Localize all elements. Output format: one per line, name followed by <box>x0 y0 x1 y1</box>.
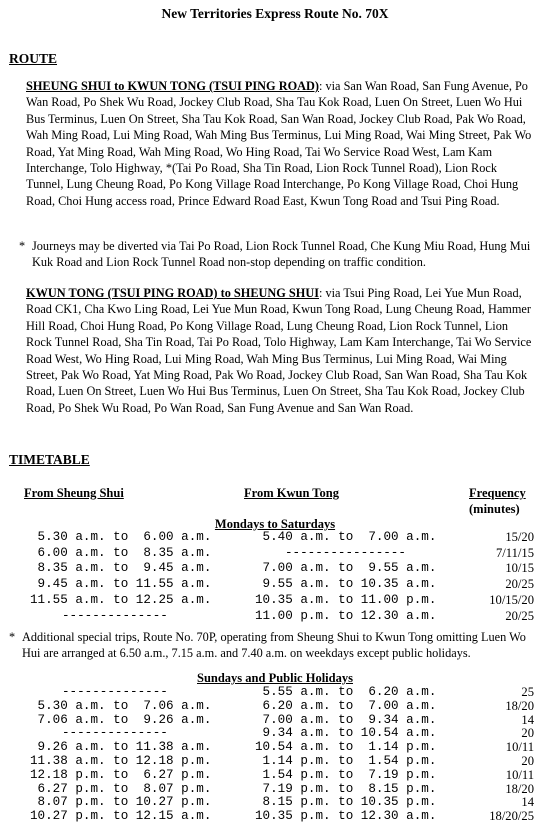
sheung-shui-time-range: 12.18 p.m. to 6.27 p.m. <box>30 767 212 782</box>
frequency-value: 10/11 <box>505 740 534 755</box>
column-header-frequency: Frequency <box>469 486 526 500</box>
frequency-value: 18/20/25 <box>489 809 534 824</box>
timetable-row <box>0 782 550 797</box>
timetable-row <box>0 699 550 714</box>
timetable-row <box>0 726 550 741</box>
timetable-row <box>0 809 550 824</box>
kwun-tong-time-range: 8.15 p.m. to 10.35 p.m. <box>255 795 437 810</box>
timetable-row <box>0 577 550 592</box>
sheung-shui-time-range: 8.35 a.m. to 9.45 a.m. <box>30 561 212 576</box>
column-header-from-sheung-shui: From Sheung Shui <box>24 486 124 500</box>
kwun-tong-time-range: 10.54 a.m. to 1.14 p.m. <box>255 740 437 755</box>
timetable-row <box>0 609 550 624</box>
route-heading: ROUTE <box>9 51 58 66</box>
timetable-row <box>0 740 550 755</box>
sheung-shui-time-range: -------------- <box>62 685 168 699</box>
diversion-note-text: Journeys may be diverted via Tai Po Road, Lion Rock Tunnel Road, Che Kung Miu Road, Hung Mui Kuk Road and Lion Rock Tunnel Road non-stop depending on traffic condition. <box>32 239 531 270</box>
kwun-tong-time-range: 6.20 a.m. to 7.00 a.m. <box>255 698 437 713</box>
kwun-tong-time-range: 9.55 a.m. to 10.35 a.m. <box>255 577 437 592</box>
frequency-value: 20/25 <box>505 577 534 592</box>
timetable-row <box>0 754 550 769</box>
frequency-value: 14 <box>521 795 534 810</box>
frequency-value: 15/20 <box>505 530 534 544</box>
sheung-shui-time-range: 9.45 a.m. to 11.55 a.m. <box>30 577 212 592</box>
footnote-asterisk: * <box>19 239 26 253</box>
frequency-value: 10/15 <box>505 561 534 576</box>
timetable-row <box>0 593 550 608</box>
diversion-note <box>19 238 542 271</box>
kwun-tong-time-range: 7.00 a.m. to 9.34 a.m. <box>255 712 437 727</box>
kwun-tong-time-range: 5.40 a.m. to 7.00 a.m. <box>255 530 437 544</box>
sheung-shui-time-range: 11.38 a.m. to 12.18 p.m. <box>30 754 212 768</box>
sheung-shui-time-range: 11.55 a.m. to 12.25 a.m. <box>30 592 212 607</box>
page-title: New Territories Express Route No. 70X <box>161 6 389 21</box>
sheung-shui-time-range: 7.06 a.m. to 9.26 a.m. <box>30 712 212 727</box>
route-section-kwun-tong-to-sheung-shui <box>26 285 536 416</box>
frequency-value: 25 <box>521 685 534 699</box>
route-description: : via San Wan Road, San Fung Avenue, Po Wan Road, Po Shek Wu Road, Jockey Club Road, Sha Tau Kok Road, Luen On Street, Luen Wo Hui Bus Terminus, Luen On Street, Sha Tau Kok Road, San Wan Road, Jockey Club Road, Pak Wo Road, Wah Ming Road, Lui Ming Road, Wah Ming Bus Terminus, Lui Ming Road, Wai Ming Street, Pak Wo Road, Yat Ming Road, Wah Ming Road, Wo Hing Road, Tai Wo Service Road West, Lam Kam Interchange, Tolo Highway, *(Tai Po Road, Sha Tin Road, Lion Rock Tunnel Road), Lion Rock Tunnel, Lung Cheung Road, Po Kong Village Road Interchange, Po Kong Village Road, Choi Hung Road, Choi Hung access road, Prince Edward Road East, Kwun Tong Road and Tsui Ping Road. <box>26 79 532 208</box>
sheung-shui-time-range: 5.30 a.m. to 7.06 a.m. <box>30 698 212 713</box>
frequency-value: 10/15/20 <box>489 592 534 607</box>
timetable-row <box>0 713 550 728</box>
sheung-shui-time-range: 6.00 a.m. to 8.35 a.m. <box>30 545 212 560</box>
route-direction-title: SHEUNG SHUI to KWUN TONG (TSUI PING ROAD) <box>26 79 319 93</box>
kwun-tong-time-range: 5.55 a.m. to 6.20 a.m. <box>255 685 437 699</box>
sheung-shui-time-range: 6.27 p.m. to 8.07 p.m. <box>30 781 212 796</box>
kwun-tong-time-range: 10.35 p.m. to 12.30 a.m. <box>255 809 437 824</box>
frequency-value: 20 <box>521 726 534 741</box>
kwun-tong-time-range: 7.19 p.m. to 8.15 p.m. <box>255 781 437 796</box>
kwun-tong-time-range: 11.00 p.m. to 12.30 a.m. <box>255 608 437 623</box>
timetable-row <box>0 530 550 545</box>
route-section-sheung-shui-to-kwun-tong <box>26 78 536 209</box>
sheung-shui-time-range: -------------- <box>62 608 168 623</box>
weekday-heading: Mondays to Saturdays <box>214 517 336 531</box>
route-description: : via Tsui Ping Road, Lei Yue Mun Road, Road CK1, Cha Kwo Ling Road, Lei Yue Mun Road, Kwun Tong Road, Lung Cheung Road, Hammer Hill Road, Choi Hung Road, Po Kong Village Road, Lung Cheung Road, Lion Rock Tunnel, Lion Rock Tunnel Road, Sha Tin Road, Tai Po Road, Tolo Highway, Lam Kam Interchange, Tai Wo Service Road West, Wo Hing Road, Lui Ming Road, Wah Ming Bus Terminus, Lui Ming Road, Wai Ming Street, Pak Wo Road, Yat Ming Road, Pak Wo Road, Jockey Club Road, San Wan Road, Sha Tau Kok Road, Luen On Street, Luen Wo Hui Bus Terminus, Luen On Street, Sha Tau Kok Road, Jockey Club Road, Po Shek Wu Road, Po Wan Road, San Fung Avenue and San Wan Road. <box>26 286 532 415</box>
column-header-from-kwun-tong: From Kwun Tong <box>244 486 339 500</box>
timetable-row <box>0 546 550 561</box>
kwun-tong-time-range: 10.35 a.m. to 11.00 p.m. <box>255 592 437 607</box>
sheung-shui-time-range: -------------- <box>62 726 168 741</box>
frequency-value: 18/20 <box>505 698 534 713</box>
timetable-row <box>0 795 550 810</box>
timetable-heading: TIMETABLE <box>9 452 90 467</box>
timetable-row <box>0 561 550 576</box>
special-trips-note <box>9 629 542 662</box>
footnote-asterisk: * <box>9 630 16 644</box>
sheung-shui-time-range: 5.30 a.m. to 6.00 a.m. <box>30 530 212 544</box>
route-direction-title: KWUN TONG (TSUI PING ROAD) to SHEUNG SHUI <box>26 286 319 300</box>
special-trips-note-text: Additional special trips, Route No. 70P, operating from Sheung Shui to Kwun Tong omitting Luen Wo Hui are arranged at 6.50 a.m., 7.15 a.m. and 7.40 a.m. on weekdays except public holidays. <box>22 630 526 661</box>
kwun-tong-time-range: 1.14 p.m. to 1.54 p.m. <box>255 754 437 768</box>
frequency-value: 7/11/15 <box>495 545 534 560</box>
sheung-shui-time-range: 8.07 p.m. to 10.27 p.m. <box>30 795 212 810</box>
frequency-value: 20/25 <box>505 608 534 623</box>
sheung-shui-time-range: 9.26 a.m. to 11.38 a.m. <box>30 740 212 755</box>
frequency-value: 20 <box>521 754 534 768</box>
column-header-frequency-unit: (minutes) <box>469 502 520 516</box>
sheung-shui-time-range: 10.27 p.m. to 12.15 a.m. <box>30 809 212 824</box>
frequency-value: 10/11 <box>505 767 534 782</box>
timetable-row <box>0 768 550 783</box>
kwun-tong-time-range: 1.54 p.m. to 7.19 p.m. <box>255 767 437 782</box>
kwun-tong-time-range: ---------------- <box>285 545 406 560</box>
frequency-value: 18/20 <box>505 781 534 796</box>
timetable-row <box>0 685 550 700</box>
kwun-tong-time-range: 9.34 a.m. to 10.54 a.m. <box>255 726 437 741</box>
holiday-heading: Sundays and Public Holidays <box>197 671 353 685</box>
kwun-tong-time-range: 7.00 a.m. to 9.55 a.m. <box>255 561 437 576</box>
frequency-value: 14 <box>521 712 534 727</box>
